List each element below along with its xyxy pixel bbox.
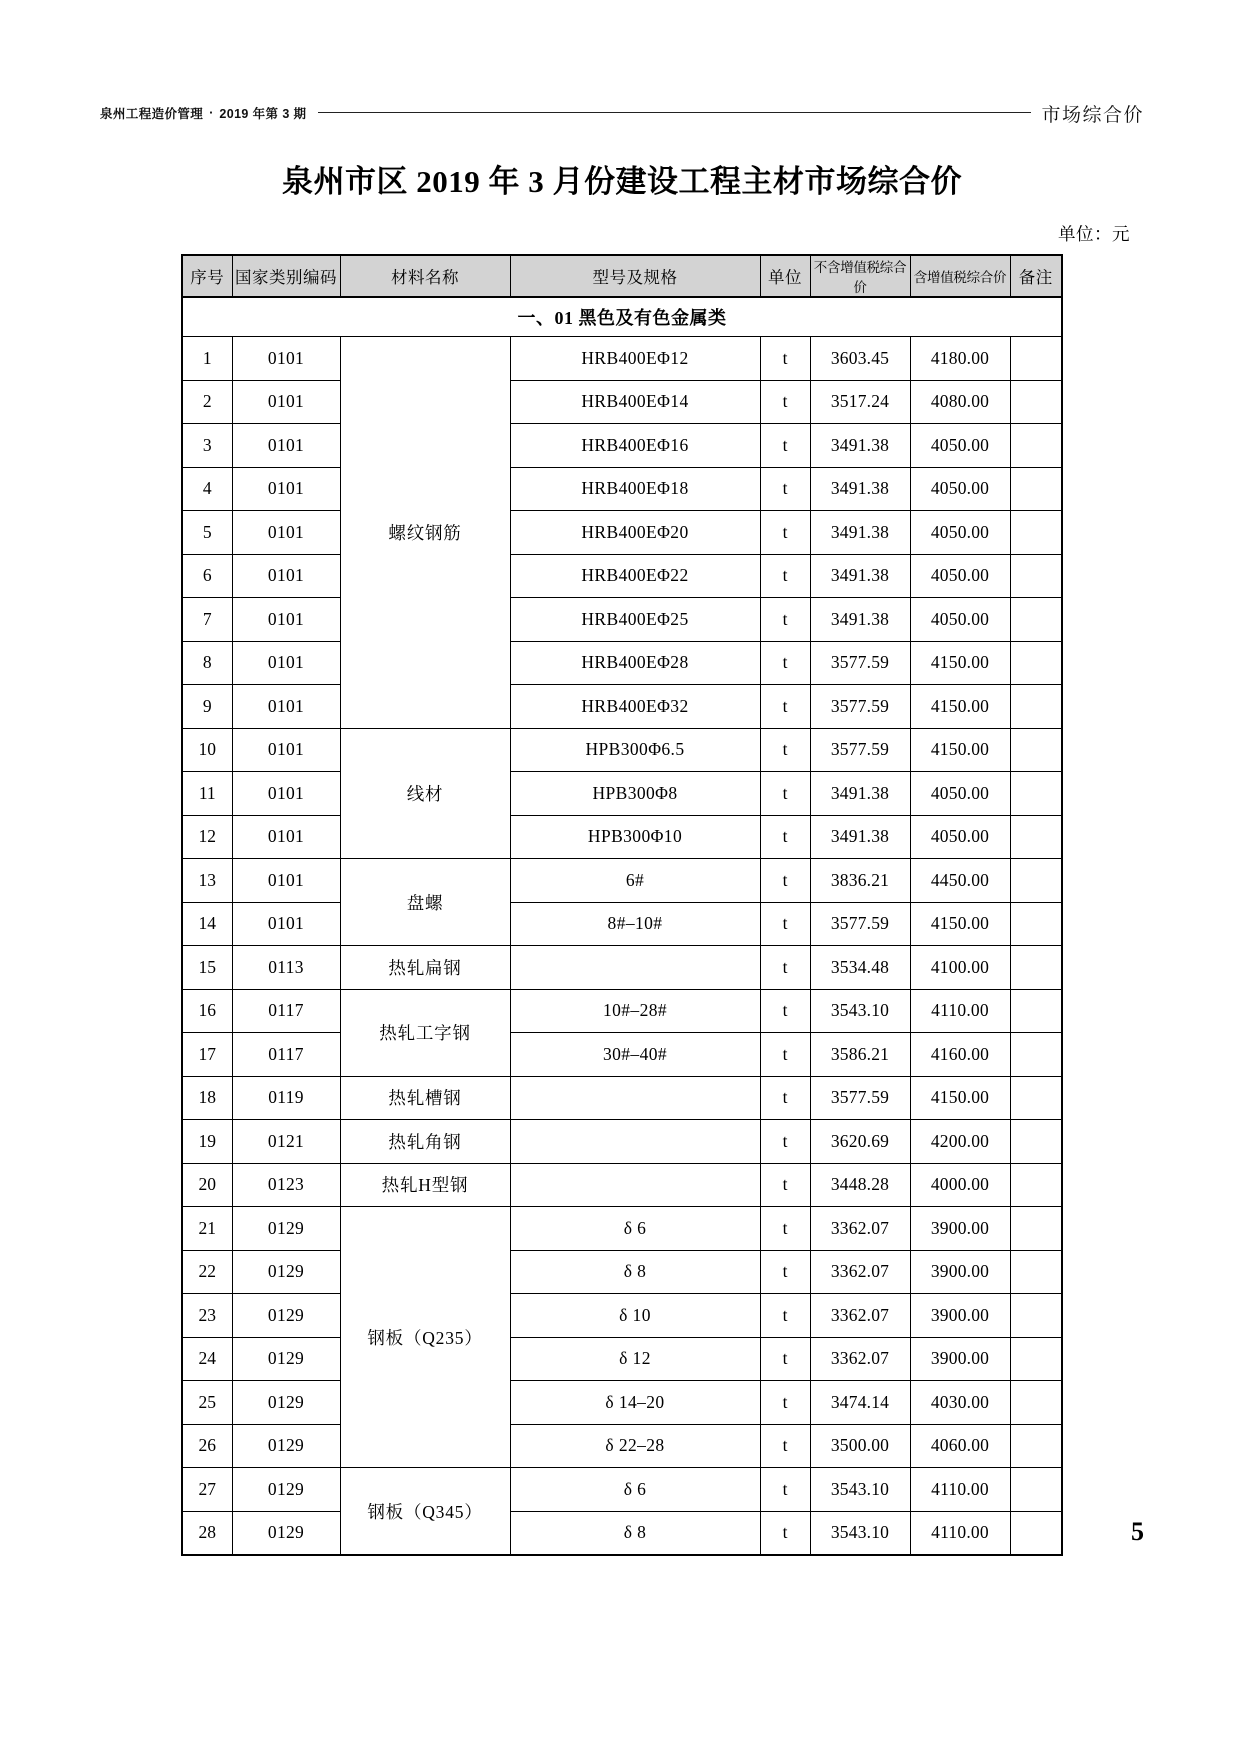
cell-seq: 4 xyxy=(182,467,232,511)
cell-unit: t xyxy=(760,989,810,1033)
cell-code: 0101 xyxy=(232,598,340,642)
cell-spec: δ 6 xyxy=(510,1207,760,1251)
section-header-row xyxy=(182,297,1062,337)
cell-material-name: 热轧槽钢 xyxy=(340,1076,510,1120)
cell-price-incl-tax: 4180.00 xyxy=(910,337,1010,381)
cell-unit: t xyxy=(760,902,810,946)
table-row xyxy=(182,989,1062,1033)
table-row xyxy=(182,1120,1062,1164)
table-row xyxy=(182,1294,1062,1338)
cell-code: 0129 xyxy=(232,1511,340,1555)
cell-price-excl-tax: 3491.38 xyxy=(810,424,910,468)
cell-code: 0129 xyxy=(232,1381,340,1425)
cell-code: 0101 xyxy=(232,554,340,598)
cell-seq: 2 xyxy=(182,380,232,424)
cell-note xyxy=(1010,467,1062,511)
cell-price-incl-tax: 4050.00 xyxy=(910,772,1010,816)
cell-price-incl-tax: 4000.00 xyxy=(910,1163,1010,1207)
cell-seq: 15 xyxy=(182,946,232,990)
cell-note xyxy=(1010,815,1062,859)
cell-unit: t xyxy=(760,424,810,468)
cell-note xyxy=(1010,989,1062,1033)
column-header-price-incl-tax: 含增值税综合价 xyxy=(910,255,1010,297)
cell-price-excl-tax: 3500.00 xyxy=(810,1424,910,1468)
cell-seq: 14 xyxy=(182,902,232,946)
cell-note xyxy=(1010,1337,1062,1381)
table-row xyxy=(182,685,1062,729)
cell-price-excl-tax: 3543.10 xyxy=(810,1468,910,1512)
cell-note xyxy=(1010,1511,1062,1555)
cell-material-name: 钢板（Q345） xyxy=(340,1468,510,1556)
cell-seq: 3 xyxy=(182,424,232,468)
table-body xyxy=(182,297,1062,1555)
cell-spec: HPB300Φ6.5 xyxy=(510,728,760,772)
cell-code: 0101 xyxy=(232,772,340,816)
table-row xyxy=(182,554,1062,598)
cell-unit: t xyxy=(760,554,810,598)
cell-note xyxy=(1010,1207,1062,1251)
cell-seq: 24 xyxy=(182,1337,232,1381)
cell-note xyxy=(1010,1294,1062,1338)
cell-note xyxy=(1010,859,1062,903)
cell-note xyxy=(1010,380,1062,424)
page-number: 5 xyxy=(1131,1517,1144,1546)
running-header-separator: · xyxy=(209,106,214,120)
table-row xyxy=(182,1337,1062,1381)
column-header-code: 国家类别编码 xyxy=(232,255,340,297)
unit-note: 单位：元 xyxy=(1058,224,1130,244)
cell-seq: 23 xyxy=(182,1294,232,1338)
cell-note xyxy=(1010,1381,1062,1425)
cell-code: 0101 xyxy=(232,728,340,772)
cell-price-incl-tax: 4050.00 xyxy=(910,511,1010,555)
cell-price-excl-tax: 3577.59 xyxy=(810,728,910,772)
table-row xyxy=(182,1250,1062,1294)
cell-code: 0101 xyxy=(232,424,340,468)
cell-seq: 25 xyxy=(182,1381,232,1425)
cell-seq: 10 xyxy=(182,728,232,772)
cell-unit: t xyxy=(760,772,810,816)
cell-code: 0101 xyxy=(232,337,340,381)
table-row xyxy=(182,1207,1062,1251)
running-header xyxy=(100,100,1144,126)
cell-seq: 9 xyxy=(182,685,232,729)
cell-note xyxy=(1010,511,1062,555)
cell-unit: t xyxy=(760,1076,810,1120)
cell-price-excl-tax: 3586.21 xyxy=(810,1033,910,1077)
cell-unit: t xyxy=(760,380,810,424)
cell-spec: δ 22–28 xyxy=(510,1424,760,1468)
cell-unit: t xyxy=(760,685,810,729)
cell-price-excl-tax: 3448.28 xyxy=(810,1163,910,1207)
cell-unit: t xyxy=(760,1250,810,1294)
cell-spec: HRB400EΦ22 xyxy=(510,554,760,598)
cell-note xyxy=(1010,641,1062,685)
cell-material-name: 热轧角钢 xyxy=(340,1120,510,1164)
cell-spec xyxy=(510,1163,760,1207)
cell-spec xyxy=(510,1120,760,1164)
cell-material-name: 热轧工字钢 xyxy=(340,989,510,1076)
table-row xyxy=(182,380,1062,424)
cell-price-incl-tax: 4160.00 xyxy=(910,1033,1010,1077)
cell-spec: HRB400EΦ12 xyxy=(510,337,760,381)
cell-code: 0101 xyxy=(232,467,340,511)
cell-price-excl-tax: 3577.59 xyxy=(810,641,910,685)
table-row xyxy=(182,1381,1062,1425)
cell-price-excl-tax: 3491.38 xyxy=(810,598,910,642)
cell-price-incl-tax: 3900.00 xyxy=(910,1207,1010,1251)
cell-note xyxy=(1010,598,1062,642)
cell-note xyxy=(1010,728,1062,772)
cell-price-incl-tax: 4050.00 xyxy=(910,815,1010,859)
column-header-note: 备注 xyxy=(1010,255,1062,297)
column-header-seq: 序号 xyxy=(182,255,232,297)
running-header-section: 市场综合价 xyxy=(1041,104,1144,126)
running-header-issue: 2019 年第 3 期 xyxy=(219,107,307,121)
cell-material-name: 热轧H型钢 xyxy=(340,1163,510,1207)
cell-spec: δ 10 xyxy=(510,1294,760,1338)
cell-material-name: 热轧扁钢 xyxy=(340,946,510,990)
cell-seq: 18 xyxy=(182,1076,232,1120)
cell-code: 0123 xyxy=(232,1163,340,1207)
cell-price-incl-tax: 3900.00 xyxy=(910,1337,1010,1381)
table-row xyxy=(182,467,1062,511)
table-row xyxy=(182,728,1062,772)
table-row xyxy=(182,1511,1062,1555)
section-title: 一、01 黑色及有色金属类 xyxy=(182,297,1062,337)
cell-unit: t xyxy=(760,1163,810,1207)
cell-seq: 17 xyxy=(182,1033,232,1077)
cell-note xyxy=(1010,1250,1062,1294)
cell-seq: 13 xyxy=(182,859,232,903)
cell-code: 0117 xyxy=(232,1033,340,1077)
cell-price-incl-tax: 3900.00 xyxy=(910,1250,1010,1294)
cell-unit: t xyxy=(760,1294,810,1338)
cell-seq: 27 xyxy=(182,1468,232,1512)
cell-price-incl-tax: 4050.00 xyxy=(910,554,1010,598)
cell-price-incl-tax: 4050.00 xyxy=(910,598,1010,642)
cell-note xyxy=(1010,946,1062,990)
table-row xyxy=(182,815,1062,859)
cell-code: 0129 xyxy=(232,1250,340,1294)
cell-price-excl-tax: 3577.59 xyxy=(810,902,910,946)
cell-material-name: 钢板（Q235） xyxy=(340,1207,510,1468)
table-row xyxy=(182,337,1062,381)
cell-note xyxy=(1010,1076,1062,1120)
cell-unit: t xyxy=(760,641,810,685)
cell-price-incl-tax: 4150.00 xyxy=(910,902,1010,946)
cell-unit: t xyxy=(760,859,810,903)
cell-price-excl-tax: 3362.07 xyxy=(810,1337,910,1381)
cell-unit: t xyxy=(760,1120,810,1164)
cell-spec: δ 14–20 xyxy=(510,1381,760,1425)
cell-price-incl-tax: 4150.00 xyxy=(910,685,1010,729)
cell-price-incl-tax: 4110.00 xyxy=(910,989,1010,1033)
cell-price-incl-tax: 4050.00 xyxy=(910,467,1010,511)
cell-unit: t xyxy=(760,1424,810,1468)
cell-price-incl-tax: 4110.00 xyxy=(910,1468,1010,1512)
cell-note xyxy=(1010,1468,1062,1512)
cell-price-excl-tax: 3517.24 xyxy=(810,380,910,424)
cell-spec: 8#–10# xyxy=(510,902,760,946)
cell-price-excl-tax: 3491.38 xyxy=(810,554,910,598)
cell-price-excl-tax: 3620.69 xyxy=(810,1120,910,1164)
cell-code: 0129 xyxy=(232,1468,340,1512)
cell-price-incl-tax: 4150.00 xyxy=(910,728,1010,772)
cell-code: 0117 xyxy=(232,989,340,1033)
cell-spec: HRB400EΦ32 xyxy=(510,685,760,729)
table-row xyxy=(182,1076,1062,1120)
cell-price-excl-tax: 3577.59 xyxy=(810,685,910,729)
cell-material-name: 线材 xyxy=(340,728,510,859)
cell-price-excl-tax: 3362.07 xyxy=(810,1207,910,1251)
table-row xyxy=(182,511,1062,555)
cell-spec: HPB300Φ8 xyxy=(510,772,760,816)
cell-price-excl-tax: 3534.48 xyxy=(810,946,910,990)
cell-unit: t xyxy=(760,1468,810,1512)
cell-code: 0129 xyxy=(232,1424,340,1468)
cell-spec: HRB400EΦ16 xyxy=(510,424,760,468)
table-row xyxy=(182,1033,1062,1077)
cell-note xyxy=(1010,1424,1062,1468)
cell-price-excl-tax: 3543.10 xyxy=(810,1511,910,1555)
table-row xyxy=(182,1163,1062,1207)
cell-spec: δ 6 xyxy=(510,1468,760,1512)
cell-seq: 8 xyxy=(182,641,232,685)
cell-seq: 6 xyxy=(182,554,232,598)
cell-seq: 20 xyxy=(182,1163,232,1207)
cell-price-excl-tax: 3491.38 xyxy=(810,467,910,511)
cell-code: 0101 xyxy=(232,380,340,424)
table-row xyxy=(182,1468,1062,1512)
cell-spec: HRB400EΦ18 xyxy=(510,467,760,511)
cell-note xyxy=(1010,772,1062,816)
column-header-price-excl-tax: 不含增值税综合价 xyxy=(810,255,910,297)
cell-code: 0101 xyxy=(232,641,340,685)
table-header-row xyxy=(182,255,1062,297)
cell-spec: HRB400EΦ28 xyxy=(510,641,760,685)
cell-seq: 7 xyxy=(182,598,232,642)
cell-unit: t xyxy=(760,815,810,859)
cell-note xyxy=(1010,1163,1062,1207)
cell-unit: t xyxy=(760,1381,810,1425)
table-row xyxy=(182,946,1062,990)
cell-code: 0129 xyxy=(232,1207,340,1251)
cell-seq: 1 xyxy=(182,337,232,381)
cell-price-incl-tax: 4030.00 xyxy=(910,1381,1010,1425)
cell-price-incl-tax: 4150.00 xyxy=(910,641,1010,685)
table-row xyxy=(182,641,1062,685)
cell-spec: HRB400EΦ25 xyxy=(510,598,760,642)
cell-note xyxy=(1010,685,1062,729)
cell-price-incl-tax: 3900.00 xyxy=(910,1294,1010,1338)
cell-spec: 10#–28# xyxy=(510,989,760,1033)
cell-price-excl-tax: 3491.38 xyxy=(810,511,910,555)
cell-unit: t xyxy=(760,1033,810,1077)
cell-seq: 26 xyxy=(182,1424,232,1468)
cell-price-incl-tax: 4150.00 xyxy=(910,1076,1010,1120)
cell-spec xyxy=(510,1076,760,1120)
cell-price-incl-tax: 4100.00 xyxy=(910,946,1010,990)
cell-code: 0129 xyxy=(232,1294,340,1338)
cell-spec: HPB300Φ10 xyxy=(510,815,760,859)
cell-spec: δ 12 xyxy=(510,1337,760,1381)
running-header-rule xyxy=(318,112,1031,113)
cell-price-incl-tax: 4450.00 xyxy=(910,859,1010,903)
column-header-unit: 单位 xyxy=(760,255,810,297)
cell-spec: HRB400EΦ14 xyxy=(510,380,760,424)
cell-spec: δ 8 xyxy=(510,1511,760,1555)
cell-price-incl-tax: 4200.00 xyxy=(910,1120,1010,1164)
cell-price-excl-tax: 3362.07 xyxy=(810,1294,910,1338)
cell-price-incl-tax: 4060.00 xyxy=(910,1424,1010,1468)
cell-unit: t xyxy=(760,1207,810,1251)
cell-code: 0121 xyxy=(232,1120,340,1164)
running-header-publication: 泉州工程造价管理 xyxy=(100,107,204,121)
table-row xyxy=(182,772,1062,816)
cell-spec: 6# xyxy=(510,859,760,903)
cell-code: 0101 xyxy=(232,685,340,729)
cell-seq: 5 xyxy=(182,511,232,555)
cell-seq: 11 xyxy=(182,772,232,816)
cell-material-name: 盘螺 xyxy=(340,859,510,946)
cell-spec: δ 8 xyxy=(510,1250,760,1294)
cell-price-excl-tax: 3362.07 xyxy=(810,1250,910,1294)
cell-note xyxy=(1010,1033,1062,1077)
cell-unit: t xyxy=(760,467,810,511)
cell-seq: 28 xyxy=(182,1511,232,1555)
cell-code: 0101 xyxy=(232,815,340,859)
cell-seq: 21 xyxy=(182,1207,232,1251)
table-row xyxy=(182,598,1062,642)
cell-price-excl-tax: 3474.14 xyxy=(810,1381,910,1425)
cell-unit: t xyxy=(760,511,810,555)
material-price-table xyxy=(181,254,1063,1556)
table-row xyxy=(182,859,1062,903)
cell-note xyxy=(1010,337,1062,381)
cell-price-excl-tax: 3577.59 xyxy=(810,1076,910,1120)
cell-unit: t xyxy=(760,946,810,990)
cell-spec: HRB400EΦ20 xyxy=(510,511,760,555)
cell-note xyxy=(1010,554,1062,598)
cell-code: 0129 xyxy=(232,1337,340,1381)
cell-price-excl-tax: 3603.45 xyxy=(810,337,910,381)
cell-note xyxy=(1010,424,1062,468)
cell-unit: t xyxy=(760,598,810,642)
table-row xyxy=(182,1424,1062,1468)
cell-code: 0101 xyxy=(232,902,340,946)
cell-spec: 30#–40# xyxy=(510,1033,760,1077)
cell-seq: 22 xyxy=(182,1250,232,1294)
cell-unit: t xyxy=(760,1511,810,1555)
cell-note xyxy=(1010,902,1062,946)
cell-price-excl-tax: 3491.38 xyxy=(810,772,910,816)
cell-price-excl-tax: 3491.38 xyxy=(810,815,910,859)
cell-seq: 12 xyxy=(182,815,232,859)
cell-material-name: 螺纹钢筋 xyxy=(340,337,510,729)
cell-seq: 16 xyxy=(182,989,232,1033)
cell-note xyxy=(1010,1120,1062,1164)
cell-unit: t xyxy=(760,1337,810,1381)
cell-unit: t xyxy=(760,728,810,772)
cell-code: 0101 xyxy=(232,511,340,555)
cell-code: 0113 xyxy=(232,946,340,990)
table-row xyxy=(182,424,1062,468)
cell-price-incl-tax: 4080.00 xyxy=(910,380,1010,424)
cell-price-incl-tax: 4110.00 xyxy=(910,1511,1010,1555)
table-row xyxy=(182,902,1062,946)
column-header-material: 材料名称 xyxy=(340,255,510,297)
cell-unit: t xyxy=(760,337,810,381)
cell-code: 0119 xyxy=(232,1076,340,1120)
column-header-spec: 型号及规格 xyxy=(510,255,760,297)
cell-price-excl-tax: 3836.21 xyxy=(810,859,910,903)
cell-spec xyxy=(510,946,760,990)
cell-code: 0101 xyxy=(232,859,340,903)
table-header xyxy=(182,255,1062,297)
cell-seq: 19 xyxy=(182,1120,232,1164)
cell-price-excl-tax: 3543.10 xyxy=(810,989,910,1033)
cell-price-incl-tax: 4050.00 xyxy=(910,424,1010,468)
page-title: 泉州市区 2019 年 3 月份建设工程主材市场综合价 xyxy=(282,164,962,199)
